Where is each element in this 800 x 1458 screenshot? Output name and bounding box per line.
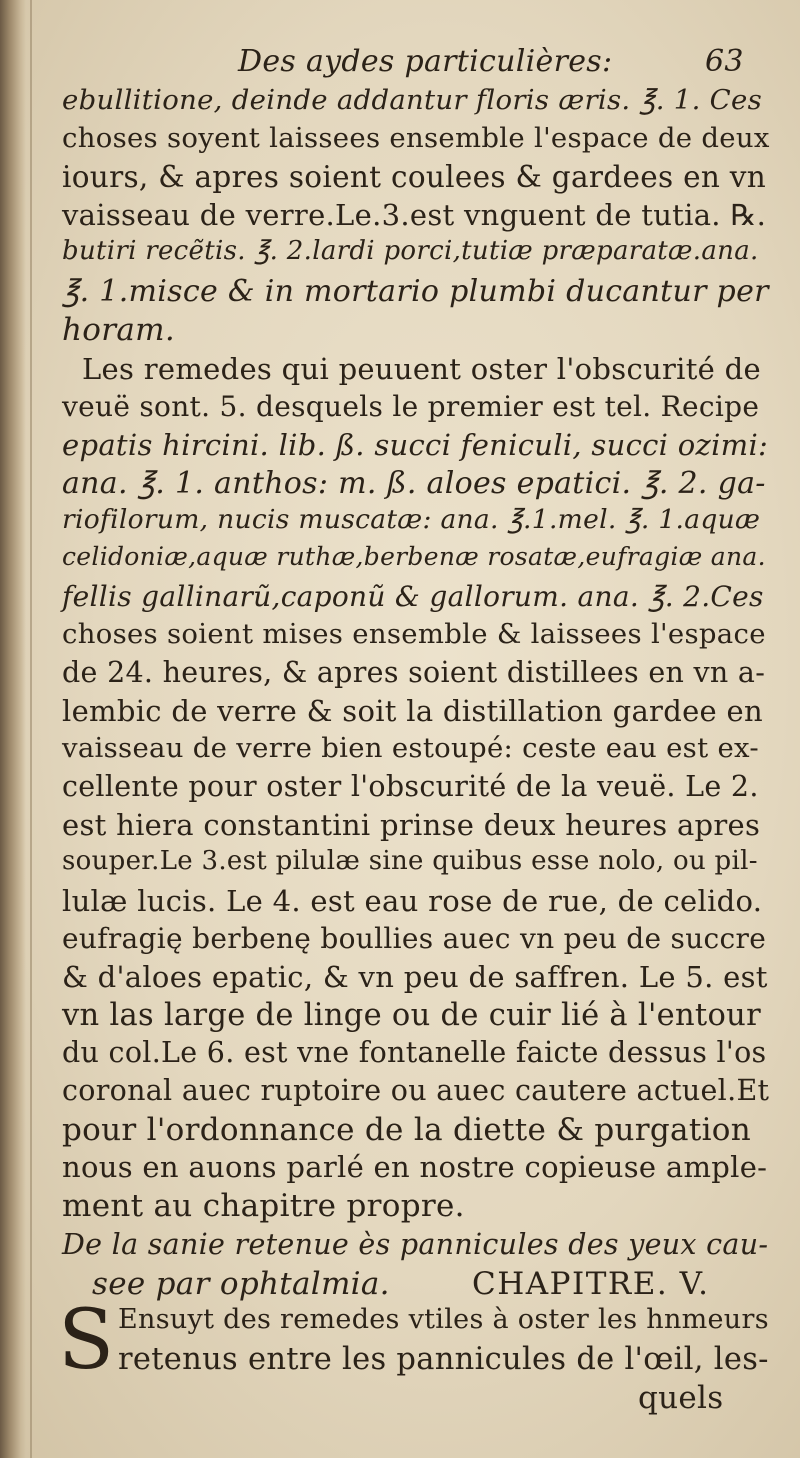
- text-line-7: horam.: [62, 312, 175, 348]
- text-line-23: eufragię berbenę boullies auec vn peu de succre: [62, 922, 767, 955]
- text-line-5: butiri recẽtis. ℥. 2.lardi porci,tutiæ præparatæ.ana.: [62, 236, 759, 266]
- page-edge-line: [30, 0, 32, 1458]
- text-line-4: vaisseau de verre.Le.3.est vnguent de tutia. ℞.: [62, 198, 767, 232]
- text-line-18: vaisseau de verre bien estoupé: ceste eau est ex-: [62, 732, 759, 764]
- text-line-34: Ensuyt des remedes vtiles à oster les hnmeurs: [118, 1304, 769, 1335]
- text-line-2: choses soyent laissees ensemble l'espace de deux: [62, 122, 770, 154]
- drop-cap: S: [58, 1293, 115, 1388]
- text-line-9: veuë sont. 5. desquels le premier est tel. Recipe: [62, 390, 760, 423]
- text-line-29: nous en auons parlé en nostre copieuse ample-: [62, 1150, 768, 1184]
- text-line-26: du col.Le 6. est vne fontanelle faicte dessus l'os: [62, 1036, 767, 1069]
- text-line-3: iours, & apres soient coulees & gardees en vn: [62, 160, 767, 194]
- text-line-12: riofilorum, nucis muscatæ: ana. ℥.1.mel. ℥. 1.aquæ: [62, 504, 761, 535]
- text-line-21: souper.Le 3.est pilulæ sine quibus esse nolo, ou pil-: [62, 846, 758, 876]
- section-heading-cont: see par ophtalmia.: [92, 1266, 390, 1302]
- text-line-6: ℥. 1.misce & in mortario plumbi ducantur per: [62, 274, 769, 309]
- text-line-17: lembic de verre & soit la distillation gardee en: [62, 694, 763, 728]
- section-heading: De la sanie retenue ès pannicules des yeux cau-: [62, 1228, 769, 1261]
- text-line-16: de 24. heures, & apres soient distillees en vn a-: [62, 656, 766, 689]
- catchword: quels: [638, 1380, 724, 1416]
- text-line-30: ment au chapitre propre.: [62, 1188, 465, 1224]
- text-line-15: choses soient mises ensemble & laissees l'espace: [62, 618, 766, 650]
- text-line-25: vn las large de linge ou de cuir lié à l'entour: [62, 998, 761, 1033]
- chapter-label: CHAPITRE. V.: [472, 1266, 710, 1302]
- page-number: 63: [705, 44, 744, 79]
- book-gutter: [0, 0, 26, 1458]
- text-line-28: pour l'ordonnance de la diette & purgation: [62, 1112, 752, 1148]
- text-line-24: & d'aloes epatic, & vn peu de saffren. Le 5. est: [62, 960, 768, 994]
- running-title: Des aydes particulières:: [238, 44, 613, 79]
- text-line-8: Les remedes qui peuuent oster l'obscurité de: [82, 352, 761, 386]
- text-line-1: ebullitione, deinde addantur floris æris. ℥. 1. Ces: [62, 84, 762, 116]
- text-line-19: cellente pour oster l'obscurité de la veuë. Le 2.: [62, 770, 759, 803]
- text-line-20: est hiera constantini prinse deux heures apres: [62, 808, 761, 842]
- text-line-22: lulæ lucis. Le 4. est eau rose de rue, de celido.: [62, 884, 763, 918]
- text-line-13: celidoniæ,aquæ ruthæ,berbenæ rosatæ,eufragiæ ana.: [62, 542, 766, 571]
- text-line-10: epatis hircini. lib. ß. succi feniculi, succi ozimi:: [62, 428, 769, 462]
- text-line-11: ana. ℥. 1. anthos: m. ß. aloes epatici. ℥. 2. ga-: [62, 466, 766, 501]
- text-line-27: coronal auec ruptoire ou auec cautere actuel.Et: [62, 1074, 770, 1107]
- text-line-35: retenus entre les pannicules de l'œil, les-: [118, 1342, 769, 1377]
- text-line-14: fellis gallinarũ,caponũ & gallorum. ana. ℥. 2.Ces: [62, 580, 764, 613]
